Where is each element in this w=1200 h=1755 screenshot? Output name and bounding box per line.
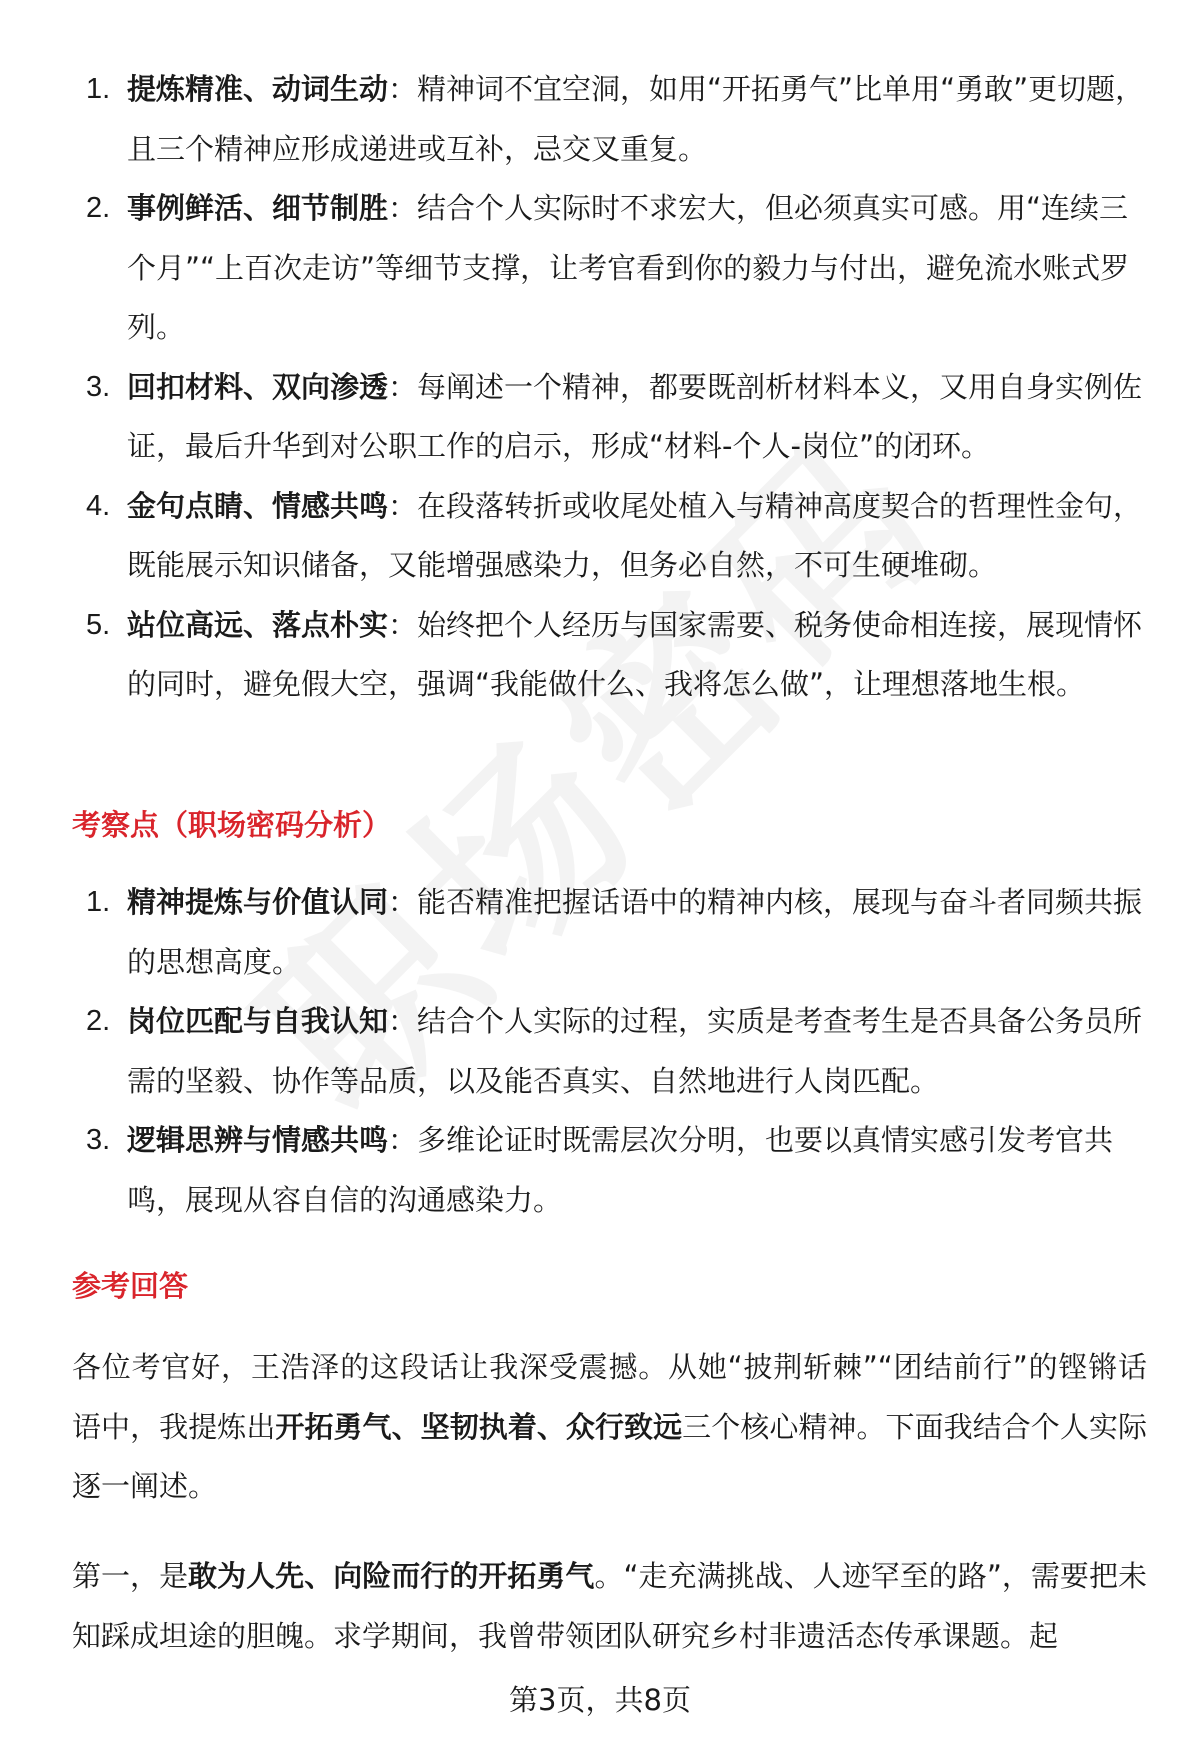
paragraph-text: 。“走充满挑战、人迹罕至的路”，需要把未知踩成坦途的胆魄。求学期间，我曾带领团队研究乡村非遗活态传承课题。起: [72, 1559, 1147, 1653]
paragraph-text: 第一，是: [72, 1559, 189, 1593]
item-title: 精神提炼与价值认同: [127, 885, 389, 919]
item-title: 站位高远、落点朴实: [127, 607, 389, 642]
list-number: 5.: [86, 608, 111, 641]
list-number: 3.: [86, 370, 111, 403]
answer-paragraph-first: [72, 1547, 1147, 1666]
list-item: [72, 60, 1147, 179]
item-title: 事例鲜活、细节制胜: [127, 191, 389, 225]
list-item: [72, 1111, 1147, 1230]
list-number: 2.: [86, 1005, 111, 1037]
page-footer: 第3页，共8页: [509, 1683, 691, 1717]
paragraph-text: 各位考官好，王浩泽的这段话让我深受震撼。从她“披荆斩棘”“团结前行”的铿锵话语中，我提炼出: [72, 1350, 1147, 1444]
paragraph-bold-text: 开拓勇气、坚韧执着、众行致远: [275, 1409, 683, 1444]
list-item: [72, 477, 1147, 596]
list-number: 3.: [86, 1124, 111, 1156]
assessment-points-list: [72, 873, 1147, 1230]
item-title: 逻辑思辨与情感共鸣: [127, 1123, 389, 1157]
list-number: 4.: [86, 489, 111, 522]
section-heading-reference-answer: 参考回答: [72, 1269, 189, 1303]
item-text: ：始终把个人经历与国家需要、税务使命相连接，展现情怀的同时，避免假大空，强调“我能做什么、我将怎么做”，让理想落地生根。: [127, 607, 1143, 701]
item-text: ：精神词不宜空洞，如用“开拓勇气”比单用“勇敢”更切题，且三个精神应形成递进或互补，忌交叉重复。: [127, 72, 1145, 166]
item-title: 金句点睛、情感共鸣: [127, 488, 389, 523]
section-heading-assessment: 考察点（职场密码分析）: [72, 808, 392, 842]
item-title: 提炼精准、动词生动: [127, 72, 389, 106]
list-item: [72, 179, 1147, 358]
item-text: ：结合个人实际时不求宏大，但必须真实可感。用“连续三个月”“上百次走访”等细节支撑，让考官看到你的毅力与付出，避免流水账式罗列。: [127, 191, 1130, 344]
item-text: ：在段落转折或收尾处植入与精神高度契合的哲理性金句，既能展示知识储备，又能增强感染力，但务必自然，不可生硬堆砌。: [127, 488, 1143, 582]
item-text: ：多维论证时既需层次分明，也要以真情实感引发考官共鸣，展现从容自信的沟通感染力。: [127, 1123, 1114, 1217]
item-text: ：每阐述一个精神，都要既剖析材料本义，又用自身实例佐证，最后升华到对公职工作的启示，形成“材料-个人-岗位”的闭环。: [127, 369, 1143, 463]
paragraph-text: 三个核心精神。下面我结合个人实际逐一阐述。: [72, 1409, 1147, 1503]
item-title: 回扣材料、双向渗透: [127, 369, 389, 404]
list-item: [72, 873, 1147, 992]
list-number: 1.: [86, 73, 111, 105]
list-item: [72, 992, 1147, 1111]
list-item: [72, 358, 1147, 477]
answer-paragraph-intro: [72, 1338, 1147, 1517]
item-title: 岗位匹配与自我认知: [127, 1004, 389, 1038]
item-text: ：能否精准把握话语中的精神内核，展现与奋斗者同频共振的思想高度。: [127, 885, 1143, 979]
writing-tips-list: [72, 60, 1147, 715]
item-text: ：结合个人实际的过程，实质是考查考生是否具备公务员所需的坚毅、协作等品质，以及能否真实、自然地进行人岗匹配。: [127, 1004, 1143, 1098]
list-number: 1.: [86, 886, 111, 918]
list-number: 2.: [86, 192, 111, 224]
list-item: [72, 596, 1147, 715]
paragraph-bold-text: 敢为人先、向险而行的开拓勇气: [188, 1559, 595, 1593]
